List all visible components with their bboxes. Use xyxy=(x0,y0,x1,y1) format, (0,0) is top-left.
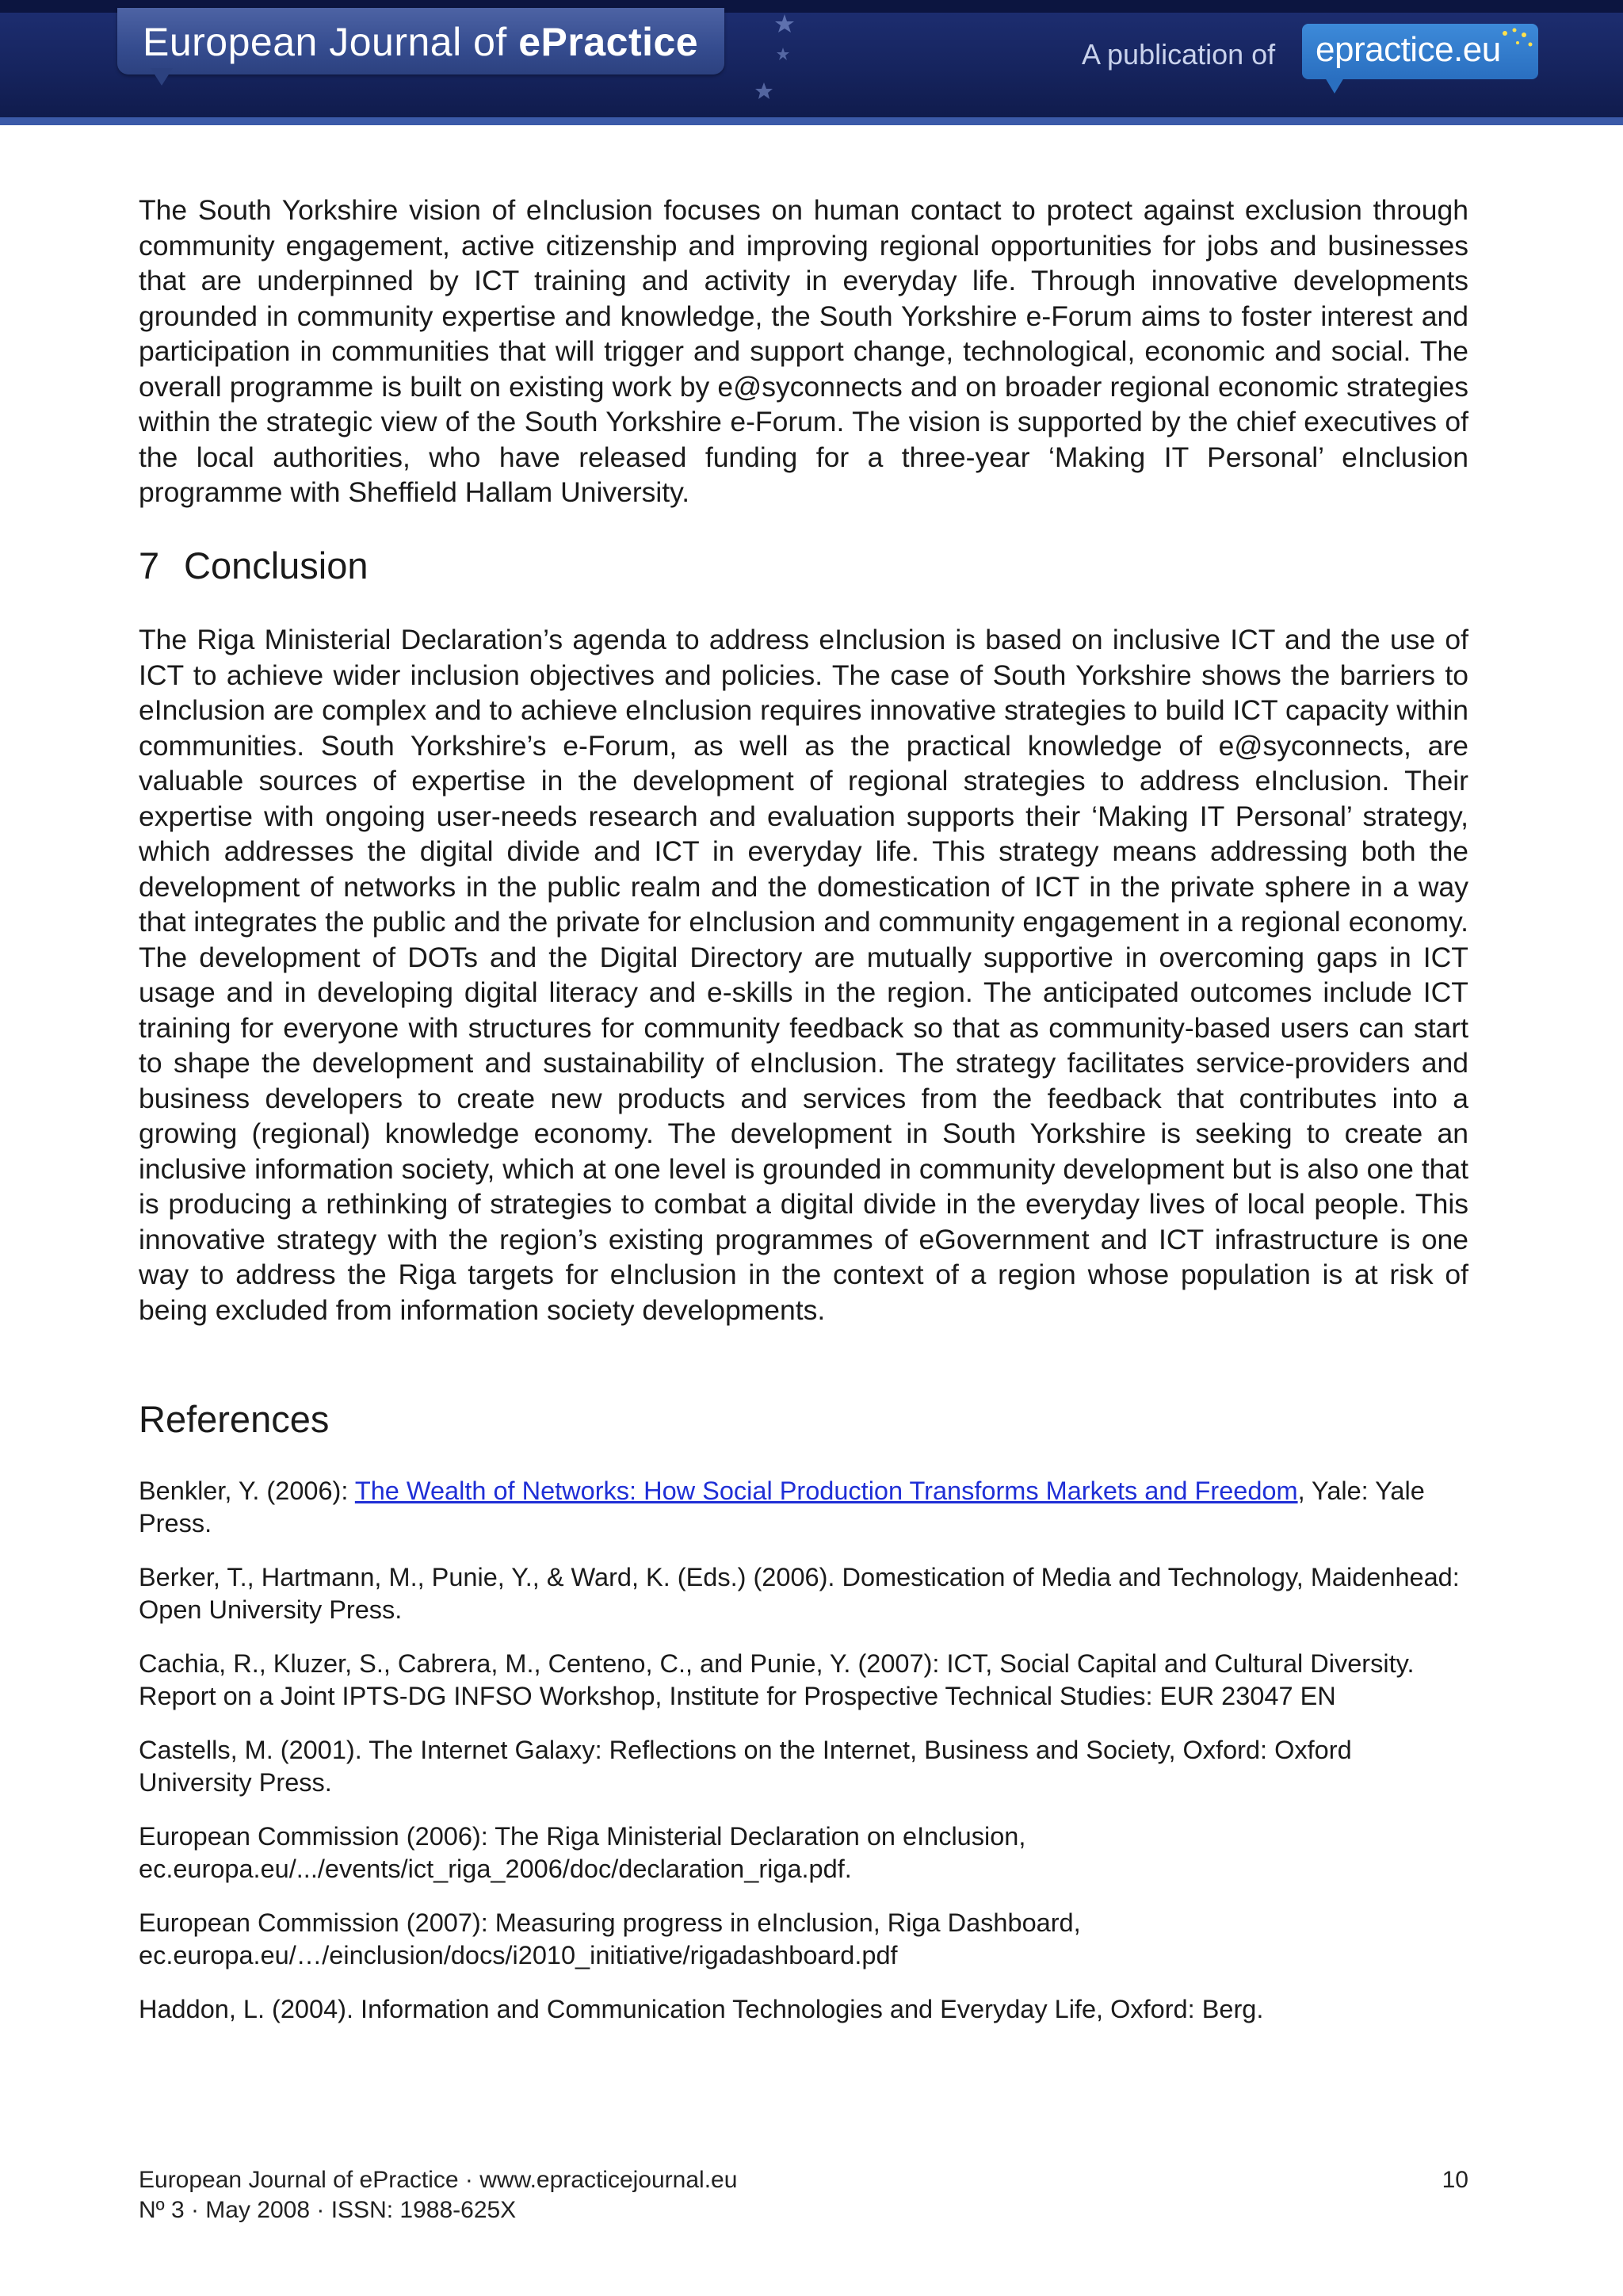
references-heading: References xyxy=(139,1398,330,1440)
conclusion-heading xyxy=(139,544,369,587)
reference-item xyxy=(139,1475,1468,1539)
conclusion-paragraph: The Riga Ministerial Declaration’s agenda to address eInclusion is based on inclusive ICT and the use of ICT to achieve wider inclusion objectives and policies. The case of South Yorkshire shows the barriers to eInclusion are complex and to achieve eInclusion requires innovative strategies to build ICT capacity within communities. South Yorkshire’s e-Forum, as well as the practical knowledge of e@syconnects, are valuable sources of expertise in the development of regional strategies to address eInclusion. Their expertise with ongoing user-needs research and evaluation supports their ‘Making IT Personal’ strategy, which addresses the digital divide and ICT in everyday life. This strategy means addressing both the development of networks in the public realm and the domestication of ICT in the private sphere in a way that integrates the public and the private for eInclusion and community engagement in a regional economy. The development of DOTs and the Digital Directory are mutually supportive in overcoming gaps in ICT usage and in developing digital literacy and e-skills in the region. The anticipated outcomes include ICT training for everyone with structures for community feedback so that as community-based users can start to shape the development and sustainability of eInclusion. The strategy facilitates service-providers and business developers to create new products and services from the feedback that contributes into a growing (regional) knowledge economy. The development in South Yorkshire is seeking to create an inclusive information society, which at one level is grounded in community development but is also one that is producing a rethinking of strategies to combat a digital divide in the everyday lives of local people. This innovative strategy with the region’s existing programmes of eGovernment and ICT infrastructure is one way to address the Riga targets for eInclusion in the context of a region whose population is at risk of being excluded from information society developments. xyxy=(139,624,1468,1326)
conclusion-section-number: 7 xyxy=(139,544,160,586)
reference-item: Castells, M. (2001). The Internet Galaxy: Reflections on the Internet, Business and Society, Oxford: Oxford University Press. xyxy=(139,1736,1352,1797)
brand-badge-pointer xyxy=(1325,78,1344,94)
reference-text-tail: , Yale: Yale Press. xyxy=(139,1477,1425,1538)
reference-link[interactable]: The Wealth of Networks: How Social Production Transforms Markets and Freedom xyxy=(354,1477,1298,1505)
conclusion-heading-text: Conclusion xyxy=(184,544,369,586)
reference-item: Cachia, R., Kluzer, S., Cabrera, M., Centeno, C., and Punie, Y. (2007): ICT, Social Capital and Cultural Diversity. Report on a Joint IPTS-DG INFSO Workshop, Institute for Prospective Technical Studies: EUR 23047 EN xyxy=(139,1649,1415,1710)
reference-text: Benkler, Y. (2006): xyxy=(139,1477,355,1505)
footer-issue-line: Nº 3 · May 2008 · ISSN: 1988-625X xyxy=(139,2197,517,2223)
reference-item: European Commission (2006): The Riga Ministerial Declaration on eInclusion, ec.europa.eu/.../events/ict_riga_2006/doc/declaration_riga.pdf. xyxy=(139,1822,1026,1883)
journal-title-strong: ePractice xyxy=(518,20,699,64)
journal-banner xyxy=(0,0,1623,125)
intro-paragraph: The South Yorkshire vision of eInclusion focuses on human contact to protect against exclusion through community engagement, active citizenship and improving regional opportunities for jobs and businesses that are underpinned by ICT training and activity in everyday life. Through innovative developments grounded in community expertise and knowledge, the South Yorkshire e-Forum aims to foster interest and participation in communities that will trigger and support change, technological, economic and social. The overall programme is built on existing work by e@syconnects and on broader regional economic strategies within the strategic view of the South Yorkshire e-Forum. The vision is supported by the chief executives of the local authorities, who have released funding for a three-year ‘Making IT Personal’ eInclusion programme with Sheffield Hallam University. xyxy=(139,194,1468,508)
reference-item: European Commission (2007): Measuring progress in eInclusion, Riga Dashboard, ec.europa.eu/…/einclusion/docs/i2010_initiative/rigadashboard.pdf xyxy=(139,1908,1081,1969)
footer-journal-line: European Journal of ePractice · www.epracticejournal.eu xyxy=(139,2167,738,2193)
star-decoration-icon xyxy=(737,8,800,103)
page-footer xyxy=(139,2165,1468,2225)
page-number: 10 xyxy=(1442,2167,1468,2193)
banner-bottom-band xyxy=(0,117,1623,125)
reference-item: Berker, T., Hartmann, M., Punie, Y., & Ward, K. (Eds.) (2006). Domestication of Media and Technology, Maidenhead: Open University Press. xyxy=(139,1563,1460,1624)
journal-tab-pointer xyxy=(151,68,173,86)
conclusion-section xyxy=(139,622,1468,1328)
brand-stars-icon xyxy=(1494,27,1538,59)
reference-list xyxy=(139,1475,1468,2048)
journal-title-prefix: European Journal of xyxy=(143,20,519,64)
reference-item: Haddon, L. (2004). Information and Communication Technologies and Everyday Life, Oxford: Berg. xyxy=(139,1995,1264,2023)
intro-section xyxy=(139,193,1468,510)
journal-title xyxy=(143,19,698,65)
publication-label: A publication of xyxy=(1082,38,1276,71)
brand-logo-text: epractice.eu xyxy=(1316,30,1501,69)
